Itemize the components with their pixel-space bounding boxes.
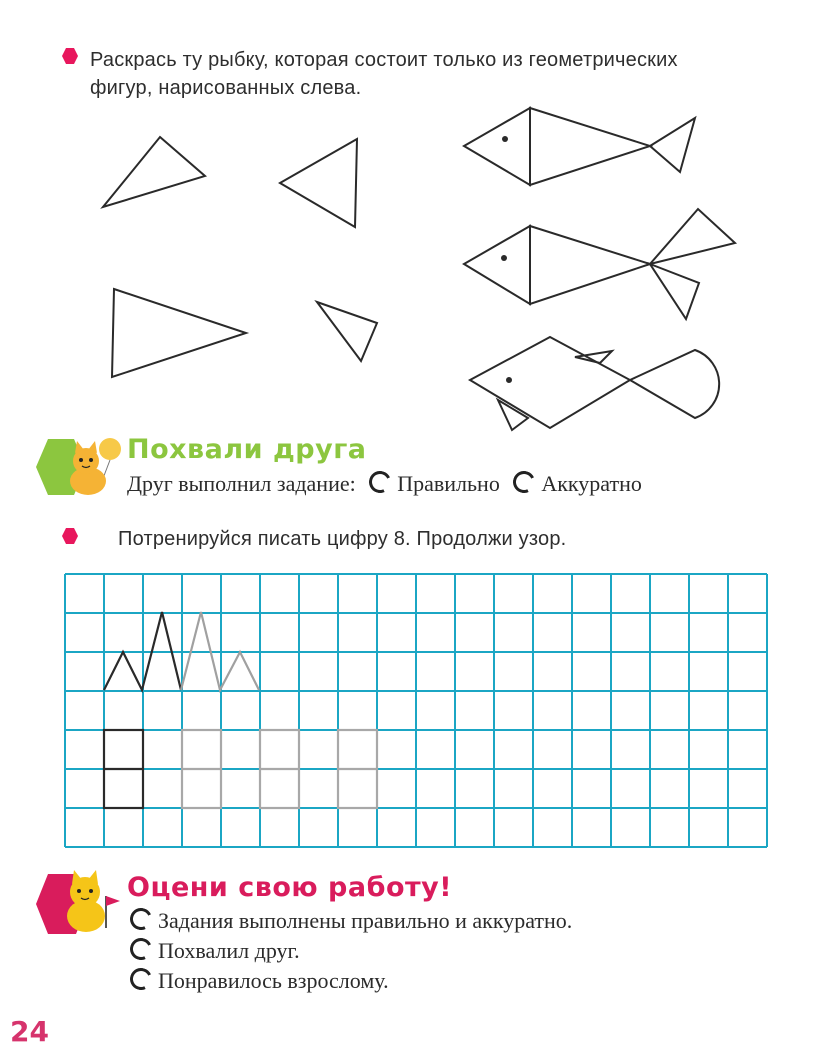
shapes-and-fish-figure (0, 0, 829, 440)
evaluate-option-1-label: Задания выполнены правильно и аккуратно. (158, 908, 573, 933)
evaluate-option-2-circle[interactable] (127, 935, 155, 963)
triangle-1 (103, 137, 205, 207)
page-number: 24 (10, 1015, 49, 1048)
praise-option-neat-label: Аккуратно (541, 471, 642, 496)
praise-option-correct-label: Правильно (397, 471, 500, 496)
praise-option-neat-circle[interactable] (510, 468, 538, 496)
evaluate-option-1-circle[interactable] (127, 905, 155, 933)
evaluate-option-3-circle[interactable] (127, 965, 155, 993)
fish-1 (464, 108, 695, 185)
triangle-2 (280, 139, 357, 227)
digit-eight-trace-grey (182, 730, 377, 808)
praise-heading: Похвали друга (127, 434, 367, 465)
praise-line-prefix: Друг выполнил задание: (127, 471, 356, 496)
evaluate-option-2 (130, 938, 300, 964)
fish-3 (470, 337, 719, 430)
praise-line (127, 471, 642, 497)
task1-text-line1: Раскрась ту рыбку, которая состоит только из геометрических (90, 49, 678, 71)
triangle-4 (317, 302, 377, 361)
evaluate-option-3 (130, 968, 389, 994)
task1-text-line2: фигур, нарисованных слева. (90, 77, 362, 99)
evaluate-option-3-label: Понравилось взрослому. (158, 968, 389, 993)
digit-eight-sample-black (104, 730, 143, 808)
evaluate-option-2-label: Похвалил друг. (158, 938, 300, 963)
task2-bullet-icon (62, 528, 78, 544)
fish-2 (464, 209, 735, 319)
praise-option-correct-circle[interactable] (366, 468, 394, 496)
cat-with-balloon-icon (36, 437, 126, 499)
cat-with-flag-icon (36, 868, 126, 938)
evaluate-heading: Оцени свою работу! (127, 872, 453, 903)
writing-grid[interactable] (60, 570, 770, 850)
triangle-3 (112, 289, 246, 377)
task2-text: Потренируйся писать цифру 8. Продолжи узор. (118, 528, 567, 550)
evaluate-option-1 (130, 908, 572, 934)
